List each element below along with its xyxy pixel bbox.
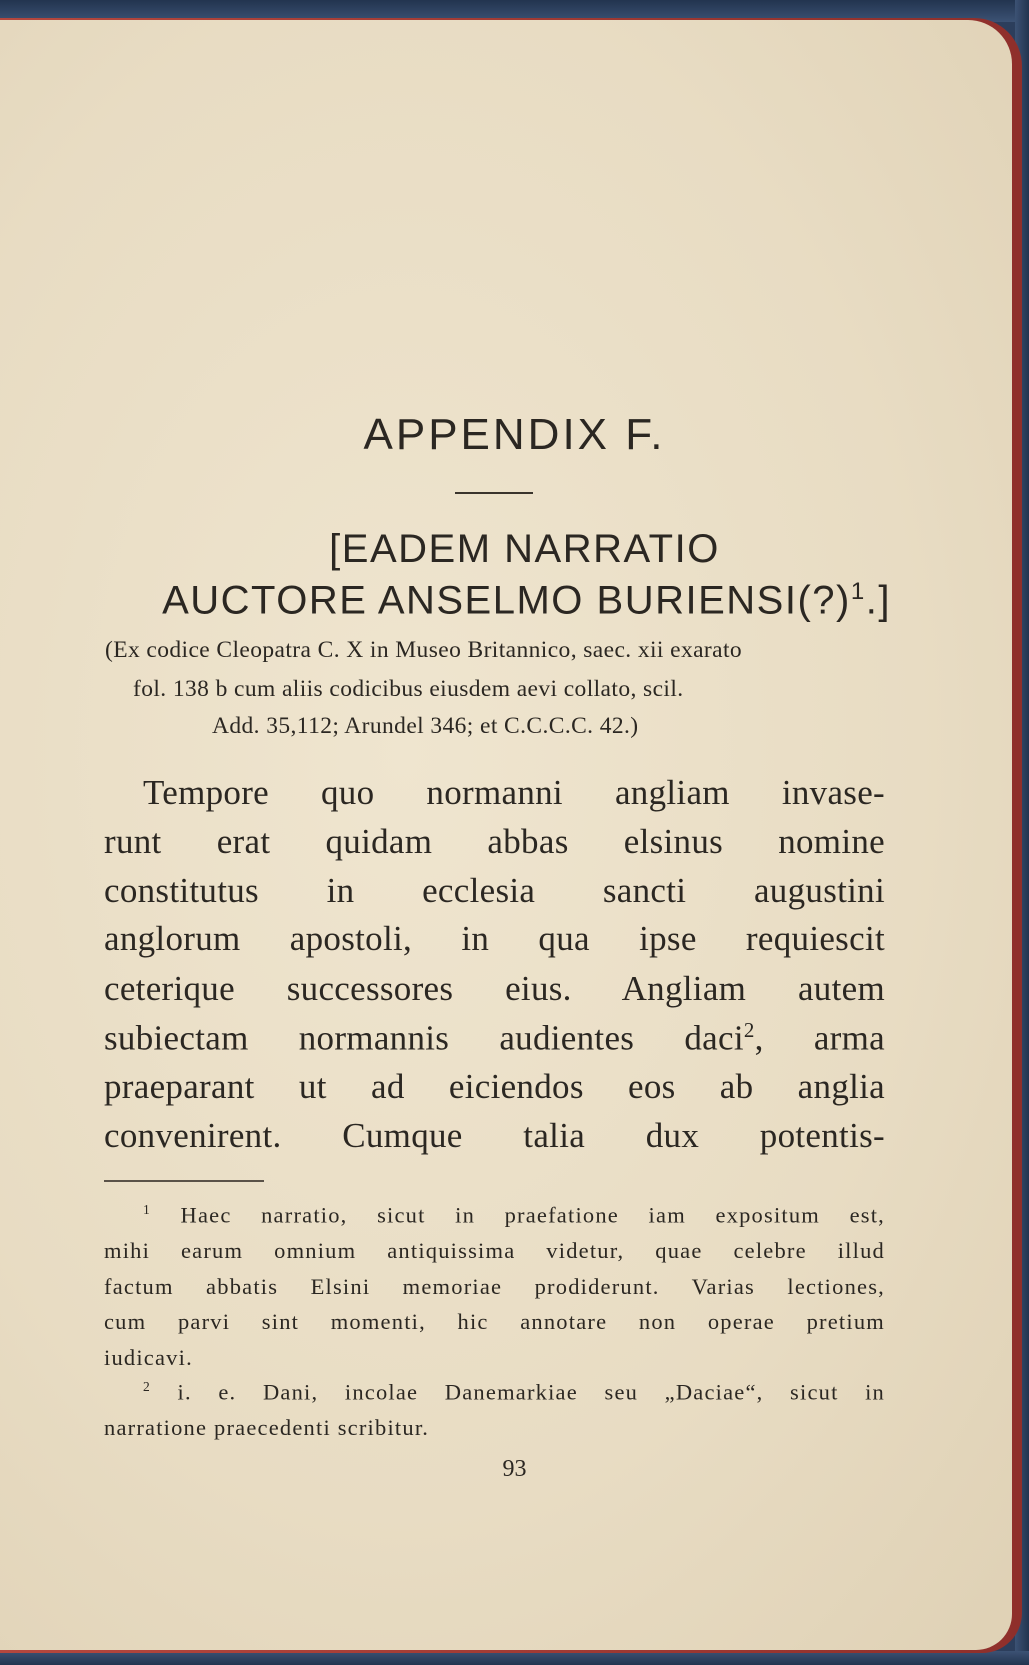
subtitle-line-2-text: AUCTORE ANSELMO BURIENSI(?) xyxy=(162,578,851,623)
footnote-ref-1: 1 xyxy=(850,578,866,605)
body-line-2: runt erat quidam abbas elsinus nomine xyxy=(104,822,885,861)
book-cover-bottom xyxy=(0,1651,1029,1665)
subtitle-line-2-end: .] xyxy=(865,578,891,623)
body-line-8: convenirent. Cumque talia dux potentis- xyxy=(104,1116,885,1155)
body-line-1: Tempore quo normanni angliam invase- xyxy=(143,773,885,812)
body-line-5: ceterique successores eius. Angliam autem xyxy=(104,969,885,1008)
footnote-1-line-2: mihi earum omnium antiquissima videtur, quae celebre illud xyxy=(104,1238,885,1263)
source-note-line-2: fol. 138 b cum aliis codicibus eiusdem aevi collato, scil. xyxy=(133,676,684,702)
subtitle-line-1: [EADEM NARRATIO xyxy=(329,527,720,571)
footnote-1-line-4: cum parvi sint momenti, hic annotare non operae pretium xyxy=(104,1309,885,1334)
footnote-2-line-1 xyxy=(143,1379,885,1406)
title-rule xyxy=(455,492,533,494)
footnote-1-line-3: factum abbatis Elsini memoriae prodiderunt. Varias lectiones, xyxy=(104,1274,885,1299)
footnote-1-line-5: iudicavi. xyxy=(104,1345,193,1370)
footnote-2-line-1-text: i. e. Dani, incolae Danemarkiae seu „Daciae“, sicut in xyxy=(177,1379,886,1405)
page-number: 93 xyxy=(502,1456,527,1482)
footnote-1-marker: 1 xyxy=(143,1202,151,1217)
appendix-title: APPENDIX F. xyxy=(363,410,666,459)
footnote-rule xyxy=(104,1180,264,1182)
source-note-line-1: (Ex codice Cleopatra C. X in Museo Britannico, saec. xii exarato xyxy=(105,637,743,663)
body-line-7: praeparant ut ad eiciendos eos ab anglia xyxy=(104,1067,885,1106)
body-line-6-start: subiectam normannis audientes daci xyxy=(104,1018,744,1058)
footnote-2-line-2: narratione praecedenti scribitur. xyxy=(104,1415,430,1440)
body-line-4: anglorum apostoli, in qua ipse requiescit xyxy=(104,919,885,958)
body-line-6 xyxy=(104,1018,885,1059)
body-line-6-end: , arma xyxy=(754,1018,885,1058)
footnote-1-line-1-text: Haec narratio, sicut in praefatione iam expositum est, xyxy=(180,1202,885,1228)
footnote-ref-2: 2 xyxy=(743,1018,755,1042)
footnote-1-line-1 xyxy=(143,1202,885,1229)
source-note-line-3: Add. 35,112; Arundel 346; et C.C.C.C. 42.) xyxy=(212,713,639,739)
body-line-3: constitutus in ecclesia sancti augustini xyxy=(104,871,885,910)
footnote-2-marker: 2 xyxy=(143,1379,151,1394)
subtitle-line-2 xyxy=(12,578,1029,623)
